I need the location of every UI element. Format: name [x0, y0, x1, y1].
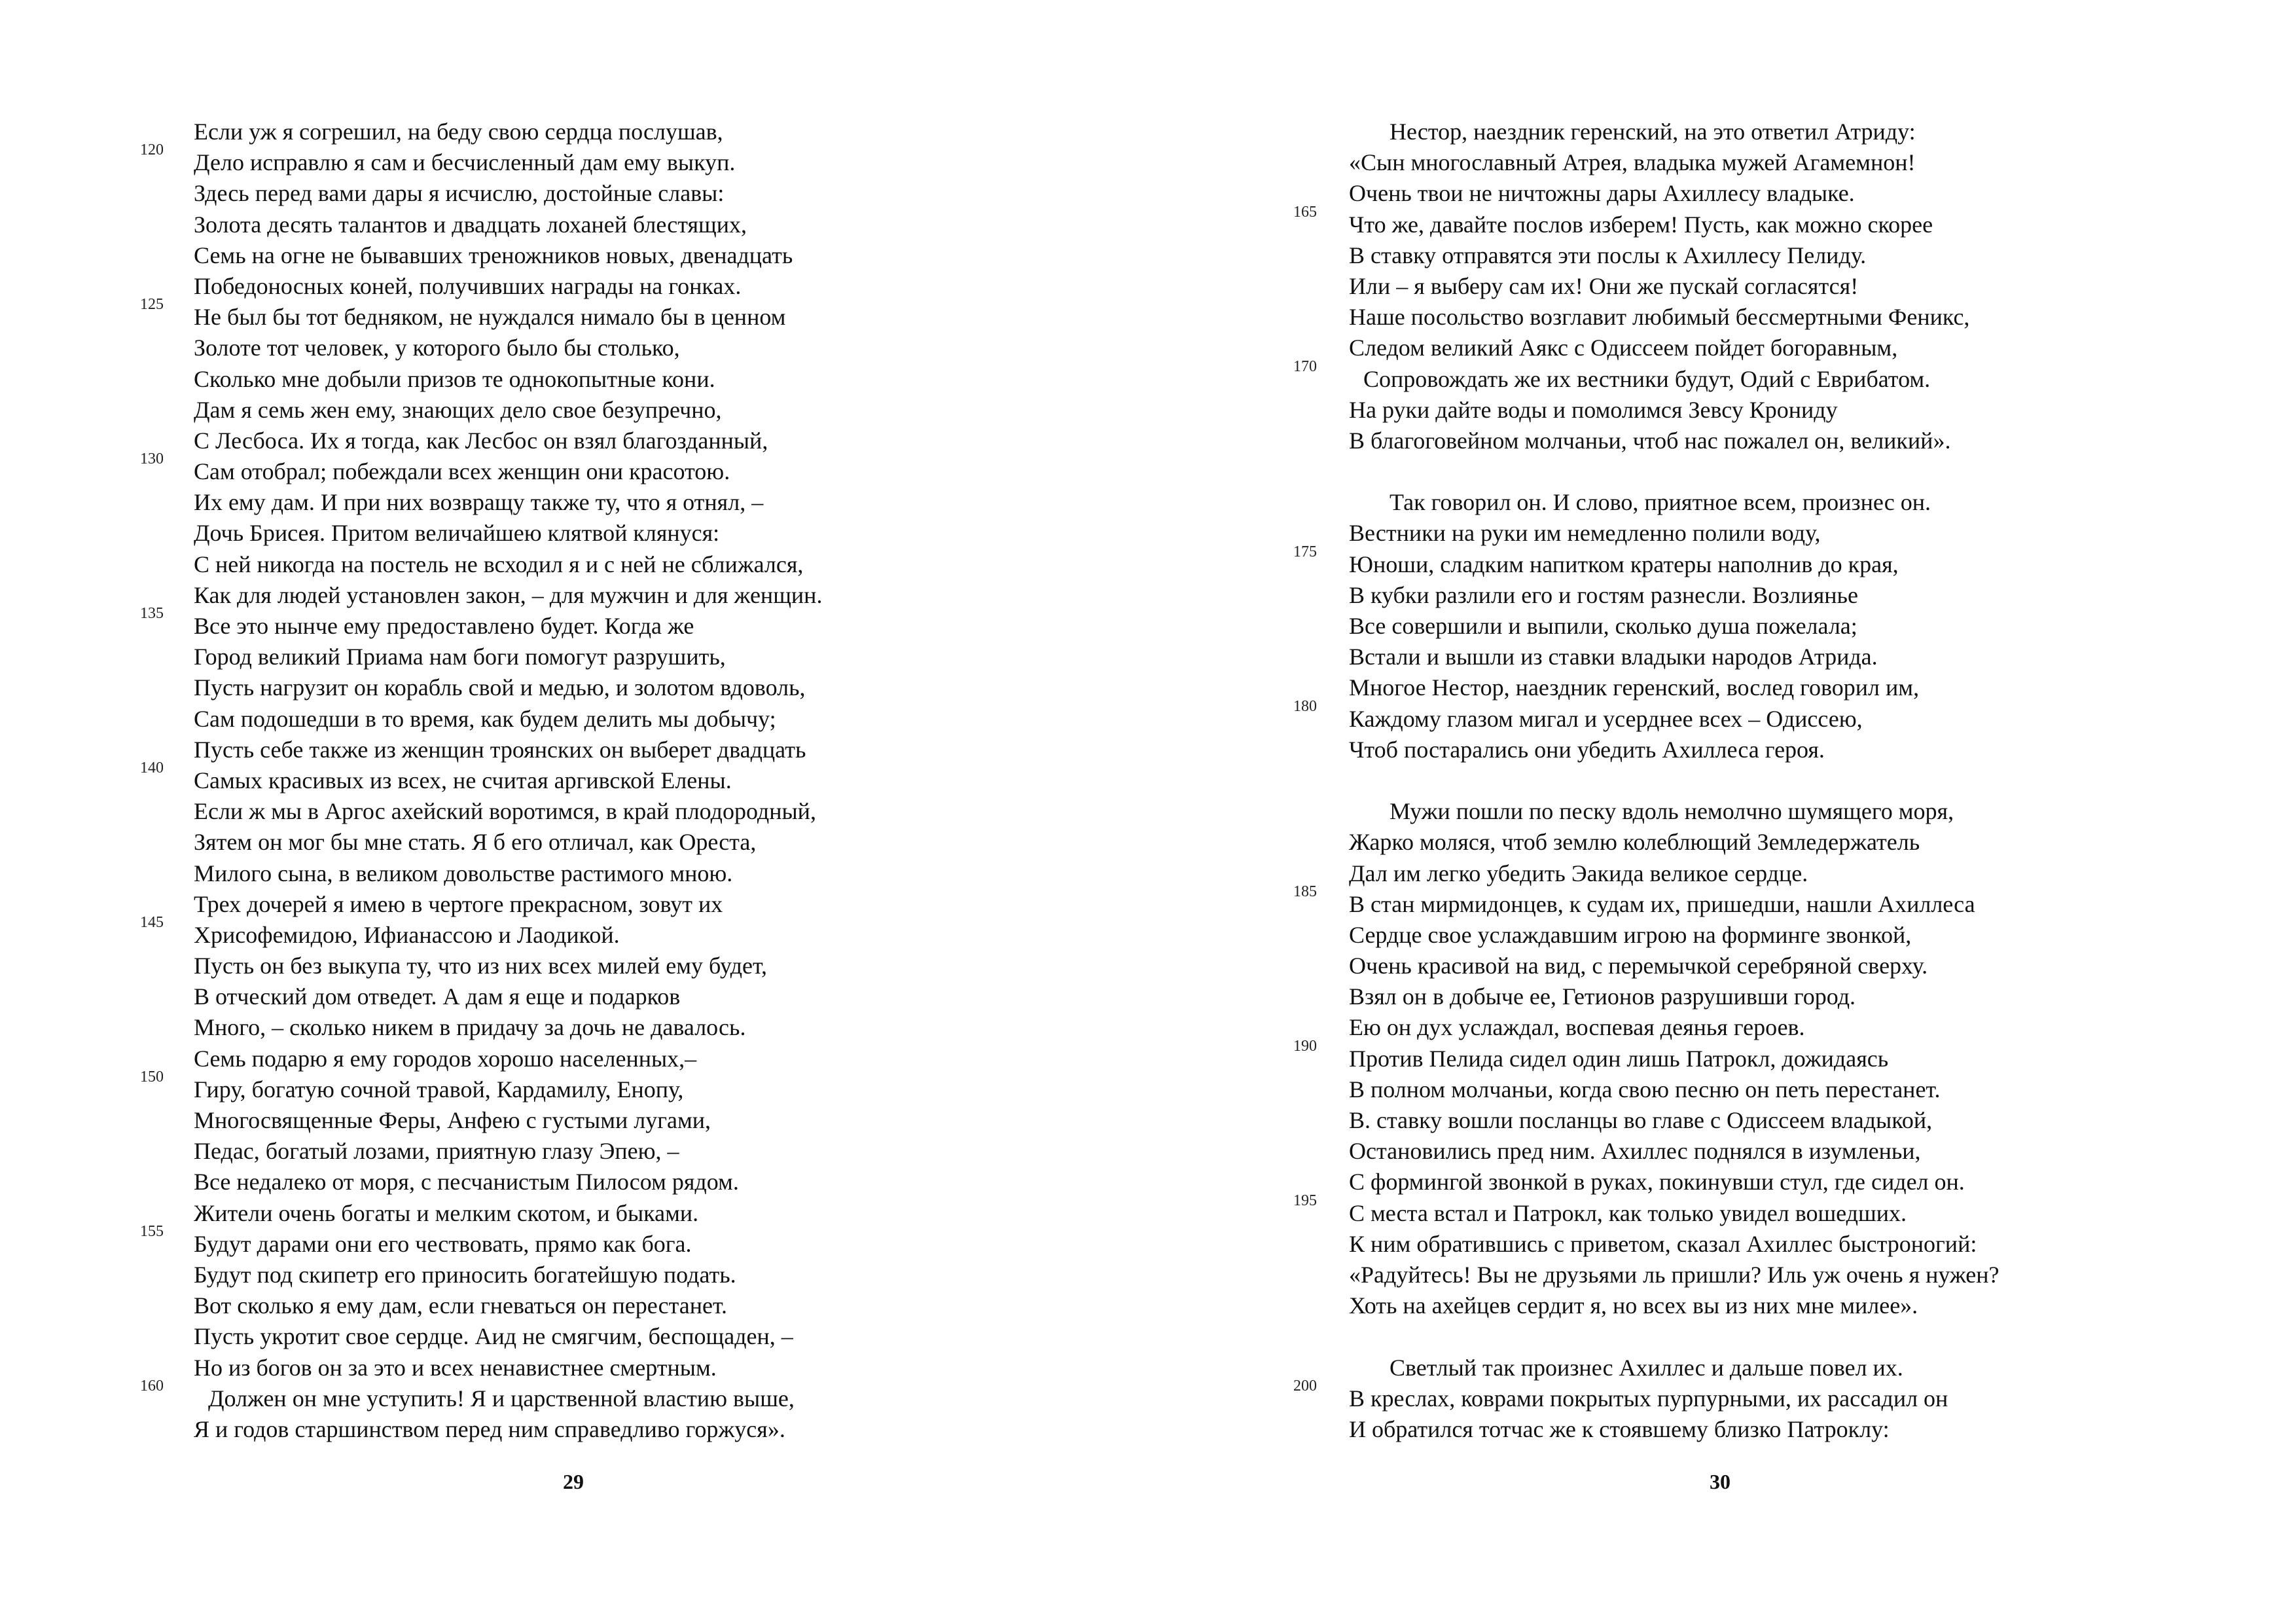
verse-line: [1349, 1136, 2200, 1167]
verse-text: Встали и вышли из ставки владыки народов Атрида.: [1349, 644, 1878, 670]
verse-line: [194, 1136, 1012, 1167]
verse-text: Их ему дам. И при них возвращу также ту, что я отнял, –: [194, 489, 764, 516]
verse-line: [1349, 147, 2200, 178]
verse-text: Семь подарю я ему городов хорошо населенных,–: [194, 1045, 697, 1072]
verse-line: [140, 913, 1012, 951]
verse-text: Семь на огне не бывавших треножников новых, двенадцать: [194, 242, 793, 268]
line-number: 145: [140, 913, 164, 931]
verse-line: [194, 271, 1012, 302]
verse-line: [194, 117, 1012, 147]
verse-line: [1349, 580, 2200, 611]
verse-line: [140, 759, 1012, 796]
verse-text: Остановились пред ним. Ахиллес поднялся в изумленьи,: [1349, 1138, 1921, 1165]
line-number: 170: [1293, 357, 1317, 375]
verse-line: [1349, 796, 2200, 827]
verse-text: Я и годов старшинством перед ним справедливо горжуся».: [194, 1415, 785, 1442]
verse-line: [194, 1321, 1012, 1352]
verse-text: В креслах, коврами покрытых пурпурными, их рассадил он: [1349, 1385, 1948, 1412]
verse-text: Дал им легко убедить Эакида великое сердце.: [1349, 860, 1808, 886]
verse-text: Вот сколько я ему дам, если гневаться он перестанет.: [194, 1292, 728, 1319]
verse-line: [194, 210, 1012, 240]
verse-line: [194, 333, 1012, 363]
verse-text: Пусть укротит свое сердце. Аид не смягчим, беспощаден, –: [194, 1323, 793, 1350]
verse-line: [140, 1068, 1012, 1105]
verse-line: [194, 642, 1012, 672]
verse-line: [194, 981, 1012, 1012]
verse-text: Дело исправлю я сам и бесчисленный дам ему выкуп.: [194, 149, 736, 176]
verse-line: [194, 518, 1012, 549]
verse-line: [1349, 1414, 2200, 1445]
line-number: 165: [1293, 203, 1317, 221]
verse-text: Многосвященные Феры, Анфею с густыми лугами,: [194, 1107, 711, 1133]
line-number: 175: [1293, 543, 1317, 560]
verse-text: В благоговейном молчаньи, чтоб нас пожалел он, великий».: [1349, 427, 1951, 454]
verse-line: [1349, 858, 2200, 889]
page-number-left: 29: [563, 1470, 584, 1493]
verse-text: Хоть на ахейцев сердит я, но всех вы из них мне милее».: [1349, 1292, 1918, 1319]
line-number: 195: [1293, 1192, 1317, 1209]
verse-line: [1293, 697, 2200, 735]
verse-text: В кубки разлили его и гостям разнесли. Возлиянье: [1349, 581, 1858, 608]
verse-text: Если ж мы в Аргос ахейский воротимся, в край плодородный,: [194, 798, 816, 825]
verse-text: Гиру, богатую сочной травой, Кардамилу, Енопу,: [194, 1076, 684, 1103]
verse-text: Так говорил он. И слово, приятное всем, произнес он.: [1390, 489, 1931, 516]
verse-text: Следом великий Аякс с Одиссеем пойдет богоравным,: [1349, 335, 1898, 361]
verse-text: На руки дайте воды и помолимся Зевсу Крониду: [1349, 396, 1838, 423]
verse-text: И обратился тотчас же к стоявшему близко Патроклу:: [1349, 1415, 1890, 1442]
verse-line: [1349, 672, 2200, 703]
verse-text: С ней никогда на постель не всходил я и с ней не сближался,: [194, 551, 804, 577]
verse-text: Против Пелида сидел один лишь Патрокл, дожидаясь: [1349, 1045, 1889, 1072]
verse-line: [1293, 883, 2200, 920]
verse-text: Или – я выберу сам их! Они же пускай согласятся!: [1349, 272, 1859, 299]
verse-text: Сколько мне добыли призов те однокопытные кони.: [194, 365, 715, 392]
line-number: 150: [140, 1068, 164, 1085]
verse-line: [1349, 1290, 2200, 1321]
verse-line: [194, 951, 1012, 981]
verse-line: [194, 1044, 1012, 1074]
verse-line: [1349, 333, 2200, 363]
verse-line: [1349, 271, 2200, 302]
verse-text: Если уж я согрешил, на беду свою сердца послушав,: [194, 119, 723, 145]
verse-text: Сам отобрал; побеждали всех женщин они красотою.: [194, 458, 730, 485]
verse-line: [140, 141, 1012, 178]
verse-text: Зятем он мог бы мне стать. Я б его отличал, как Ореста,: [194, 829, 757, 856]
verse-line: [1349, 1167, 2200, 1197]
line-number: 120: [140, 141, 164, 159]
verse-line: [1349, 1229, 2200, 1260]
verse-line: [140, 1377, 1012, 1414]
verse-line: [194, 1353, 1012, 1383]
line-number: 125: [140, 296, 164, 314]
verse-text: Много, – сколько никем в придачу за дочь не давалось.: [194, 1014, 746, 1041]
verse-line: [1349, 487, 2200, 518]
verse-line: [194, 487, 1012, 518]
verse-text: К ним обратившись с приветом, сказал Ахиллес быстроногий:: [1349, 1230, 1977, 1257]
verse-line: [1349, 178, 2200, 209]
verse-line: [1349, 642, 2200, 672]
verse-line: [1349, 1074, 2200, 1105]
line-number: 160: [140, 1377, 164, 1395]
verse-line: [194, 240, 1012, 271]
verse-text: Все недалеко от моря, с песчанистым Пилосом рядом.: [194, 1169, 739, 1195]
verse-line: [140, 296, 1012, 333]
verse-line: [194, 827, 1012, 858]
verse-line: [194, 1414, 1012, 1445]
verse-text: Что же, давайте послов изберем! Пусть, как можно скорее: [1349, 211, 1933, 238]
verse-line: [1349, 611, 2200, 642]
verse-line: [1349, 518, 2200, 549]
verse-text: Должен он мне уступить! Я и царственной властию выше,: [208, 1385, 795, 1412]
verse-line: [140, 605, 1012, 642]
verse-text: Пусть он без выкупа ту, что из них всех милей ему будет,: [194, 953, 768, 979]
line-number: 185: [1293, 883, 1317, 900]
verse-line: [1349, 395, 2200, 426]
verse-line: [1349, 1353, 2200, 1383]
verse-line: [194, 1198, 1012, 1229]
line-number: 140: [140, 759, 164, 776]
stanza-break: [1349, 456, 2200, 487]
verse-line: [1349, 827, 2200, 858]
verse-text: Педас, богатый лозами, приятную глазу Эпею, –: [194, 1138, 679, 1165]
verse-text: Сердце свое услаждавшим игрою на форминге звонкой,: [1349, 921, 1912, 948]
verse-text: Каждому глазом мигал и усерднее всех – Одиссею,: [1349, 705, 1863, 732]
verse-line: [1293, 357, 2200, 395]
verse-text: Милого сына, в великом довольстве растимого мною.: [194, 860, 733, 886]
verse-line: [1349, 1260, 2200, 1290]
verse-line: [194, 858, 1012, 889]
verse-text: Золоте тот человек, у которого было бы столько,: [194, 335, 680, 361]
verse-line: [194, 889, 1012, 920]
verse-line: [140, 1222, 1012, 1260]
verse-text: В полном молчаньи, когда свою песню он петь перестанет.: [1349, 1076, 1941, 1103]
verse-line: [194, 704, 1012, 735]
line-number: 155: [140, 1222, 164, 1240]
verse-line: [194, 1012, 1012, 1043]
verse-text: Здесь перед вами дары я исчислю, достойные славы:: [194, 180, 725, 207]
verse-text: В стан мирмидонцев, к судам их, пришедши, нашли Ахиллеса: [1349, 890, 1975, 917]
verse-text: Ею он дух услаждал, воспевая деянья героев.: [1349, 1014, 1805, 1041]
verse-line: [1349, 735, 2200, 765]
verse-line: [194, 672, 1012, 703]
verse-text: Юноши, сладким напитком кратеры наполнив до края,: [1349, 551, 1899, 577]
verse-line: [1293, 203, 2200, 240]
verse-text: Сопровождать же их вестники будут, Одий с Еврибатом.: [1363, 365, 1931, 392]
verse-text: Все совершили и выпили, сколько душа пожелала;: [1349, 613, 1857, 639]
line-number: 130: [140, 450, 164, 468]
verse-line: [1349, 117, 2200, 147]
verse-line: [194, 178, 1012, 209]
verse-line: [1293, 1377, 2200, 1414]
line-number: 180: [1293, 697, 1317, 715]
verse-text: Будут дарами они его чествовать, прямо как бога.: [194, 1230, 692, 1257]
verse-text: В. ставку вошли посланцы во главе с Одиссеем владыкой,: [1349, 1107, 1933, 1133]
verse-text: Все это нынче ему предоставлено будет. Когда же: [194, 613, 694, 639]
stanza-break: [1349, 765, 2200, 796]
verse-line: [194, 364, 1012, 395]
verse-text: Самых красивых из всех, не считая аргивской Елены.: [194, 767, 732, 793]
verse-text: Сам подошедши в то время, как будем делить мы добычу;: [194, 705, 776, 732]
verse-text: Победоносных коней, получивших награды на гонках.: [194, 272, 742, 299]
stanza-break: [1349, 1321, 2200, 1352]
verse-line: [1349, 920, 2200, 951]
verse-text: Как для людей установлен закон, – для мужчин и для женщин.: [194, 581, 823, 608]
verse-text: Жарко моляся, чтоб землю колеблющий Земледержатель: [1349, 829, 1920, 856]
verse-text: Трех дочерей я имею в чертоге прекрасном, зовут их: [194, 890, 723, 917]
verse-text: Пусть себе также из женщин троянских он выберет двадцать: [194, 736, 806, 763]
page-number-right: 30: [1710, 1470, 1731, 1493]
verse-text: Хрисофемидою, Ифианассою и Лаодикой.: [194, 921, 620, 948]
verse-text: Мужи пошли по песку вдоль немолчно шумящего моря,: [1390, 798, 1954, 825]
verse-line: [194, 549, 1012, 580]
verse-line: [1349, 1012, 2200, 1043]
verse-line: [194, 1105, 1012, 1136]
verse-text: «Радуйтесь! Вы не друзьями ль пришли? Иль уж очень я нужен?: [1349, 1261, 2000, 1288]
verse-text: Чтоб постарались они убедить Ахиллеса героя.: [1349, 736, 1825, 763]
verse-line: [194, 1260, 1012, 1290]
verse-line: [1349, 1105, 2200, 1136]
verse-line: [194, 580, 1012, 611]
verse-text: С Лесбоса. Их я тогда, как Лесбос он взял благозданный,: [194, 427, 768, 454]
verse-text: Жители очень богаты и мелким скотом, и быками.: [194, 1199, 699, 1226]
verse-text: В отческий дом отведет. А дам я еще и подарков: [194, 983, 681, 1010]
verse-text: Многое Нестор, наездник геренский, вослед говорил им,: [1349, 674, 1920, 701]
verse-block-right: [1293, 117, 2200, 1445]
line-number: 135: [140, 605, 164, 622]
verse-line: [1293, 543, 2200, 580]
verse-line: [194, 426, 1012, 456]
verse-line: [1349, 426, 2200, 456]
verse-text: Очень твои не ничтожны дары Ахиллесу владыке.: [1349, 180, 1855, 207]
verse-text: Светлый так произнес Ахиллес и дальше повел их.: [1390, 1354, 1903, 1381]
verse-block-left: [140, 117, 1012, 1445]
verse-line: [194, 395, 1012, 426]
verse-line: [1293, 1037, 2200, 1074]
verse-line: [1293, 1192, 2200, 1229]
verse-line: [194, 1167, 1012, 1197]
verse-line: [194, 735, 1012, 765]
verse-text: «Сын многославный Атрея, владыка мужей Агамемнон!: [1349, 149, 1916, 176]
verse-line: [194, 796, 1012, 827]
verse-line: [194, 1290, 1012, 1321]
verse-text: Наше посольство возглавит любимый бессмертными Феникс,: [1349, 304, 1970, 331]
verse-text: Нестор, наездник геренский, на это ответил Атриду:: [1390, 119, 1916, 145]
verse-text: Будут под скипетр его приносить богатейшую подать.: [194, 1261, 736, 1288]
verse-text: С формингой звонкой в руках, покинувши стул, где сидел он.: [1349, 1169, 1965, 1195]
verse-text: Дочь Брисея. Притом величайшею клятвой клянуся:: [194, 520, 720, 547]
verse-line: [1349, 302, 2200, 333]
verse-text: В ставку отправятся эти послы к Ахиллесу Пелиду.: [1349, 242, 1867, 268]
line-number: 200: [1293, 1377, 1317, 1395]
verse-text: Золота десять талантов и двадцать лоханей блестящих,: [194, 211, 747, 238]
verse-text: С места встал и Патрокл, как только увидел вошедших.: [1349, 1199, 1907, 1226]
verse-text: Пусть нагрузит он корабль свой и медью, и золотом вдоволь,: [194, 674, 806, 701]
verse-text: Но из богов он за это и всех ненавистнее смертным.: [194, 1354, 717, 1381]
verse-text: Дам я семь жен ему, знающих дело свое безупречно,: [194, 396, 722, 423]
verse-text: Взял он в добыче ее, Гетионов разрушивши город.: [1349, 983, 1856, 1010]
verse-line: [1349, 240, 2200, 271]
line-number: 190: [1293, 1037, 1317, 1055]
verse-text: Очень красивой на вид, с перемычкой серебряной сверху.: [1349, 953, 1928, 979]
verse-line: [1349, 951, 2200, 981]
verse-text: Вестники на руки им немедленно полили воду,: [1349, 520, 1821, 547]
verse-text: Город великий Приама нам боги помогут разрушить,: [194, 644, 726, 670]
verse-line: [1349, 981, 2200, 1012]
verse-line: [140, 450, 1012, 487]
right-page: [1148, 0, 2296, 1623]
verse-text: Не был бы тот бедняком, не нуждался нимало бы в ценном: [194, 304, 786, 331]
